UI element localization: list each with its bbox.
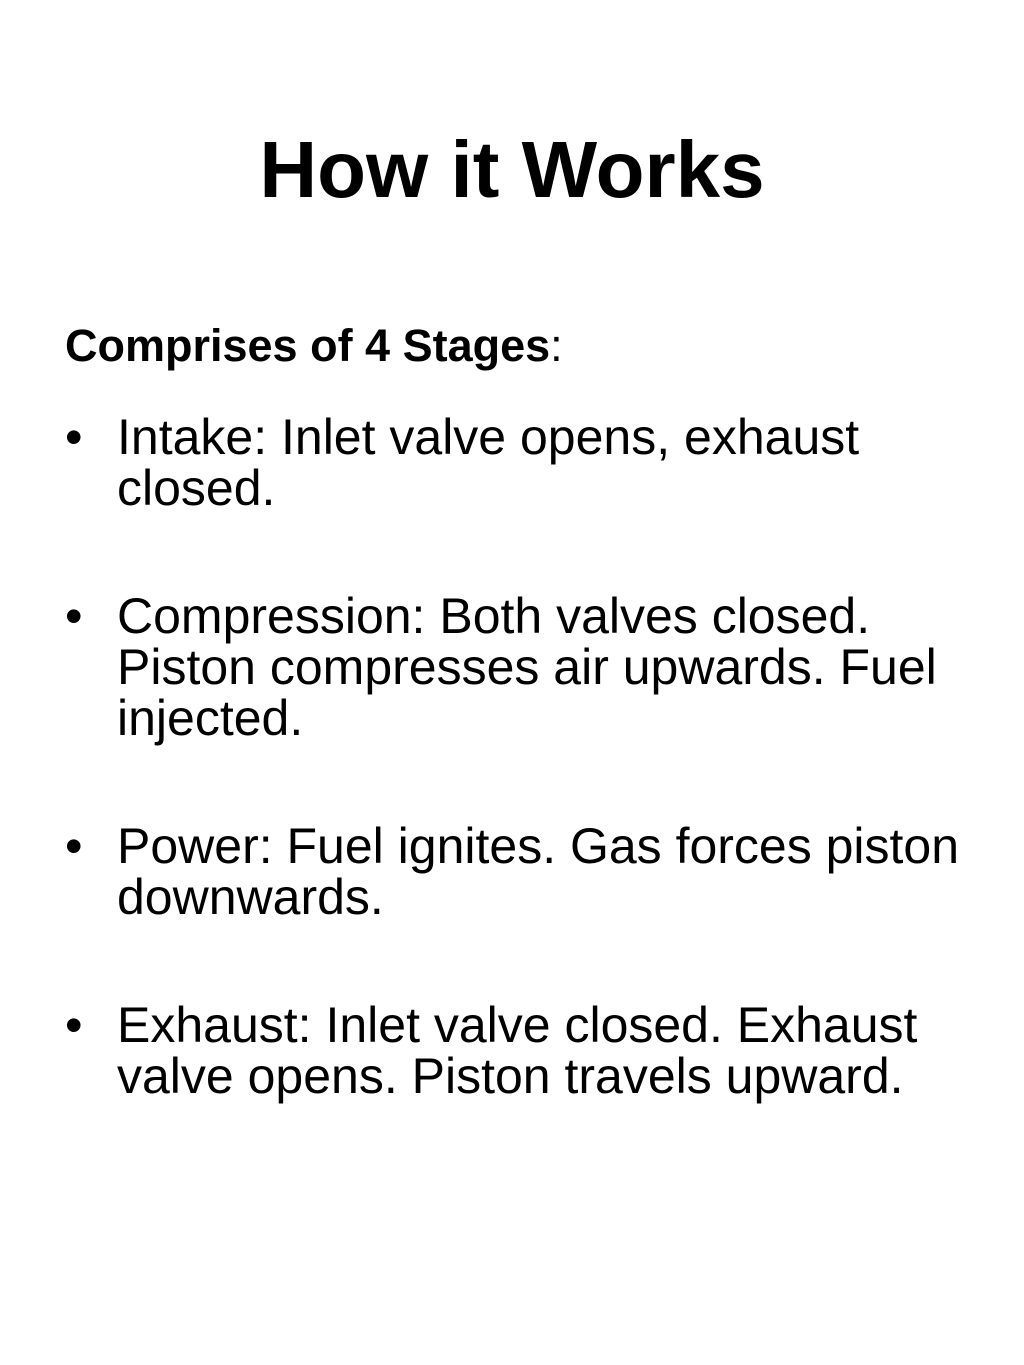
bullet-icon: • (65, 409, 83, 465)
slide-content (65, 318, 975, 1179)
slide-title: How it Works (259, 125, 765, 214)
stage-item-power (65, 818, 975, 925)
bullet-icon: • (65, 997, 83, 1053)
stage-item-intake (65, 409, 975, 516)
stage-text: Exhaust: Inlet valve closed. Exhaust valve opens. Piston travels upward. (117, 997, 918, 1104)
bullet-icon: • (65, 818, 83, 874)
stage-list (65, 409, 975, 1104)
stage-text: Compression: Both valves closed. Piston compresses air upwards. Fuel injected. (117, 588, 937, 746)
stage-text: Intake: Inlet valve opens, exhaust closed. (117, 409, 860, 516)
bullet-icon: • (65, 588, 83, 644)
subheading (65, 318, 975, 374)
stage-item-exhaust (65, 997, 975, 1104)
stage-item-compression (65, 588, 975, 746)
stage-text: Power: Fuel ignites. Gas forces piston downwards. (117, 818, 960, 925)
subheading-suffix: : (550, 320, 563, 371)
subheading-bold-text: Comprises of 4 Stages (65, 320, 551, 371)
